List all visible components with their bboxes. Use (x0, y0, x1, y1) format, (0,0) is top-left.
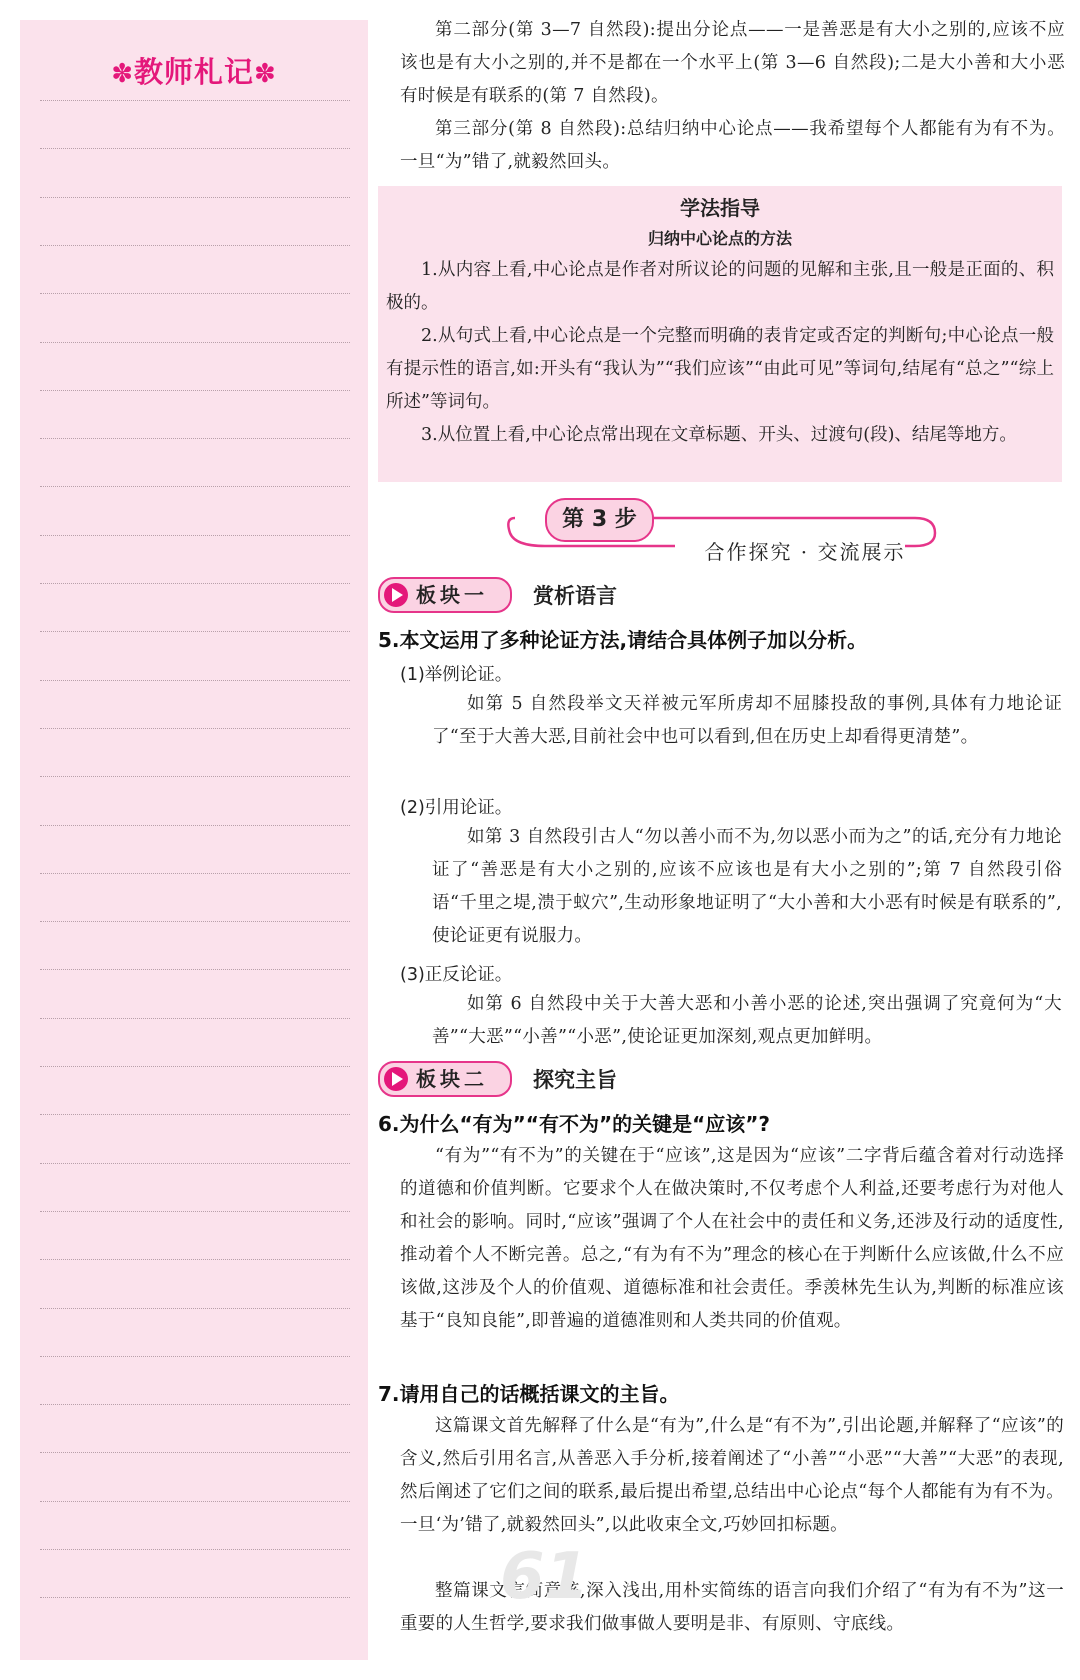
note-line (40, 342, 350, 343)
study-guide-box (378, 186, 1062, 482)
note-line (40, 438, 350, 439)
note-line (40, 100, 350, 101)
note-line (40, 1549, 350, 1550)
step-subtitle: 合作探究 · 交流展示 (704, 540, 906, 564)
guide-subtitle: 归纳中心论点的方法 (647, 229, 792, 248)
note-line (40, 1404, 350, 1405)
notes-title-text: 教师札记 (133, 55, 254, 89)
note-line (40, 1356, 350, 1357)
note-line (40, 969, 350, 970)
section2-badge-label: 板块二 (416, 1067, 488, 1091)
section2-title: 探究主旨 (533, 1068, 617, 1092)
guide-item: 1.从内容上看,中心论点是作者对所议论的问题的见解和主张,且一般是正面的、积极的。 (386, 260, 1054, 313)
section1-badge-label: 板块一 (416, 583, 488, 607)
note-line (40, 1018, 350, 1019)
play-icon (384, 1067, 408, 1091)
question-7: 7.请用自己的话概括课文的主旨。 (378, 1382, 680, 1406)
note-line (40, 535, 350, 536)
note-line (40, 1597, 350, 1598)
sub-answer: 如第 3 自然段引古人“勿以善小而不为,勿以恶小而为之”的话,充分有力地论证了“善恶是有大小之别的,应该不应该也是有大小之别的”;第 7 自然段引俗语“千里之堤,溃于蚁穴”,生动形象地证明了“大小善和大小恶有时候是有联系的”,使论证更有说服力。 (432, 827, 1062, 946)
step-banner (505, 498, 945, 568)
teacher-notes-panel (20, 20, 368, 1660)
sub-answer: 如第 6 自然段中关于大善大恶和小善小恶的论述,突出强调了究竟何为“大善”“大恶”“小善”“小恶”,使论证更加深刻,观点更加鲜明。 (432, 994, 1062, 1047)
play-icon (384, 583, 408, 607)
flower-icon: ✽ (254, 59, 277, 89)
note-line (40, 486, 350, 487)
sub-answer: 如第 5 自然段举文天祥被元军所虏却不屈膝投敌的事例,具体有力地论证了“至于大善大恶,目前社会中也可以看到,但在历史上却看得更清楚”。 (432, 694, 1062, 747)
question-5: 5.本文运用了多种论证方法,请结合具体例子加以分析。 (378, 628, 868, 652)
note-line (40, 293, 350, 294)
note-line (40, 1259, 350, 1260)
note-line (40, 1452, 350, 1453)
note-line (40, 1501, 350, 1502)
sub-label: (2)引用论证。 (400, 798, 513, 818)
guide-title: 学法指导 (680, 196, 760, 220)
intro-part2: 第二部分(第 3—7 自然段):提出分论点——一是善恶是有大小之别的,应该不应该也是有大小之别的,并不是都在一个水平上(第 3—6 自然段);二是大小善和大小恶有时候是有联系的(第 7 自然段)。 (400, 20, 1065, 106)
note-line (40, 583, 350, 584)
note-line (40, 1066, 350, 1067)
answer-7-paragraph-2: 整篇课文言简意赅,深入浅出,用朴实简练的语言向我们介绍了“有为有不为”这一重要的人生哲学,要求我们做事做人要明是非、有原则、守底线。 (400, 1581, 1064, 1634)
notes-title (20, 50, 368, 91)
note-line (40, 873, 350, 874)
guide-item: 2.从句式上看,中心论点是一个完整而明确的表肯定或否定的判断句;中心论点一般有提示性的语言,如:开头有“我认为”“我们应该”“由此可见”等词句,结尾有“总之”“综上所述”等词句。 (386, 326, 1054, 412)
note-line (40, 245, 350, 246)
flower-icon: ✽ (111, 59, 134, 89)
sub-label: (1)举例论证。 (400, 665, 513, 685)
answer-7-paragraph-1: 这篇课文首先解释了什么是“有为”,什么是“有不为”,引出论题,并解释了“应该”的含义,然后引用名言,从善恶入手分析,接着阐述了“小善”“小恶”“大善”“大恶”的表现,然后阐述了它们之间的联系,最后提出希望,总结出中心论点“每个人都能有为有不为。一旦‘为’错了,就毅然回头”,以此收束全文,巧妙回扣标题。 (400, 1416, 1064, 1535)
note-line (40, 921, 350, 922)
note-line (40, 728, 350, 729)
question-6: 6.为什么“有为”“有不为”的关键是“应该”? (378, 1112, 770, 1136)
note-line (40, 390, 350, 391)
step-label: 第 3 步 (545, 498, 654, 542)
section1-badge (378, 577, 512, 613)
note-line (40, 1114, 350, 1115)
sub-label: (3)正反论证。 (400, 965, 513, 985)
section2-badge (378, 1061, 512, 1097)
note-line (40, 825, 350, 826)
intro-part3: 第三部分(第 8 自然段):总结归纳中心论点——我希望每个人都能有为有不为。一旦“为”错了,就毅然回头。 (400, 119, 1065, 172)
note-line (40, 1163, 350, 1164)
note-line (40, 680, 350, 681)
answer-6: “有为”“有不为”的关键在于“应该”,这是因为“应该”二字背后蕴含着对行动选择的道德和价值判断。它要求个人在做决策时,不仅考虑个人利益,还要考虑行为对他人和社会的影响。同时,“应该”强调了个人在社会中的责任和义务,还涉及行动的适度性,推动着个人不断完善。总之,“有为有不为”理念的核心在于判断什么应该做,什么不应该做,这涉及个人的价值观、道德标准和社会责任。季羡林先生认为,判断的标准应该基于“良知良能”,即普遍的道德准则和人类共同的价值观。 (400, 1146, 1064, 1331)
note-line (40, 631, 350, 632)
note-line (40, 1308, 350, 1309)
note-line (40, 197, 350, 198)
section1-title: 赏析语言 (533, 584, 617, 608)
guide-item: 3.从位置上看,中心论点常出现在文章标题、开头、过渡句(段)、结尾等地方。 (421, 425, 1017, 445)
note-line (40, 148, 350, 149)
note-line (40, 1211, 350, 1212)
page-number: 61 (500, 1540, 590, 1614)
note-line (40, 776, 350, 777)
